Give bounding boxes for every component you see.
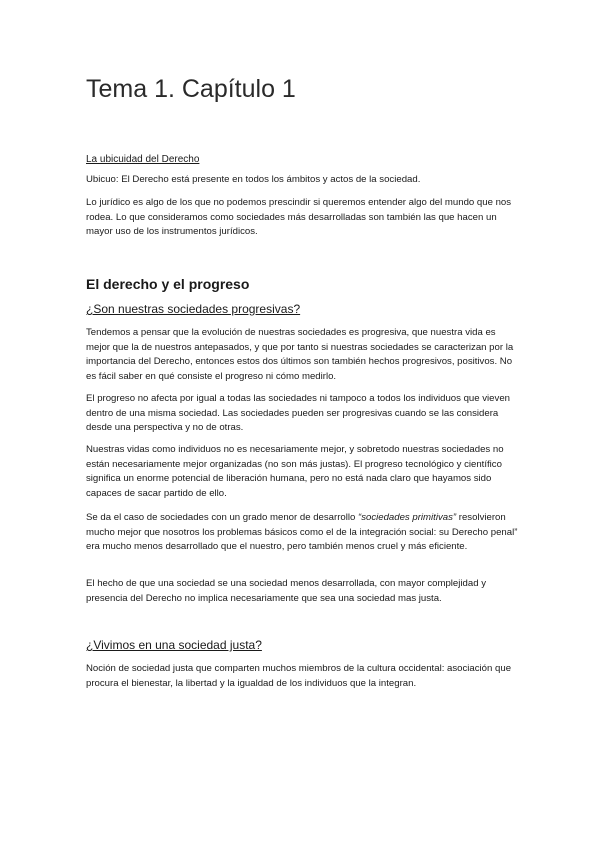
paragraph-vidas-individuos: Nuestras vidas como individuos no es necesariamente mejor, y sobretodo nuestras sociedades no están necesariamente mejor organizadas (no son más justas). El progreso tecnológico y científico significa un enorme potencial de liberación humana, pero no está nada claro que hayamos sido capaces de sacar partido de ello. [86, 444, 504, 499]
paragraph-juridico: Lo jurídico es algo de los que no podemos prescindir si queremos entender algo del mundo que nos rodea. Lo que consideramos como sociedades más desarrolladas son también las que hacen un mayor uso de los instrumentos jurídicos. [86, 197, 512, 237]
italic-quote: “sociedades primitivas” [358, 512, 457, 523]
paragraph-progreso-afecta: El progreso no afecta por igual a todas las sociedades ni tampoco a todos los individuos que vieven dentro de una misma sociedad. Las sociedades pueden ser progresivas cuando se las considera desde una perspectiva y no de otras. [86, 393, 510, 433]
question-sociedad-justa: ¿Vivimos en una sociedad justa? [86, 638, 262, 652]
section-heading-progreso: El derecho y el progreso [86, 276, 250, 292]
text-segment: resolvieron mucho mejor que nosotros los problemas básicos como el de la integración social: su Derecho penal” era mucho menos desarrollado que el nuestro, pero también menos cruel y más eficiente. [86, 512, 518, 552]
paragraph-nocion: Noción de sociedad justa que comparten muchos miembros de la cultura occidental: asociación que procura el bienestar, la libertad y la igualdad de los individuos que la integran. [86, 663, 512, 689]
document-title: Tema 1. Capítulo 1 [86, 75, 296, 103]
paragraph-sociedades-primitivas [86, 511, 518, 555]
paragraph-evolucion: Tendemos a pensar que la evolución de nuestras sociedades es progresiva, que nuestra vida es mejor que la de nuestros antepasados, y que por tanto si nuestras sociedades se caracterizan por la importancia del Derecho, entonces estos dos últimos son también hechos progresivos, positivos. No es fácil saber en qué consiste el progreso ni cómo medirlo. [86, 327, 514, 382]
text-segment: Se da el caso de sociedades con un grado menor de desarrollo [86, 512, 358, 523]
question-progresivas: ¿Son nuestras sociedades progresivas? [86, 302, 301, 316]
paragraph-ubicuo: Ubicuo: El Derecho está presente en todos los ámbitos y actos de la sociedad. [86, 174, 421, 185]
paragraph-hecho: El hecho de que una sociedad se una sociedad menos desarrollada, con mayor complejidad y presencia del Derecho no implica necesariamente que sea una sociedad mas justa. [86, 578, 486, 604]
section-heading-ubicuidad: La ubicuidad del Derecho [86, 154, 200, 165]
